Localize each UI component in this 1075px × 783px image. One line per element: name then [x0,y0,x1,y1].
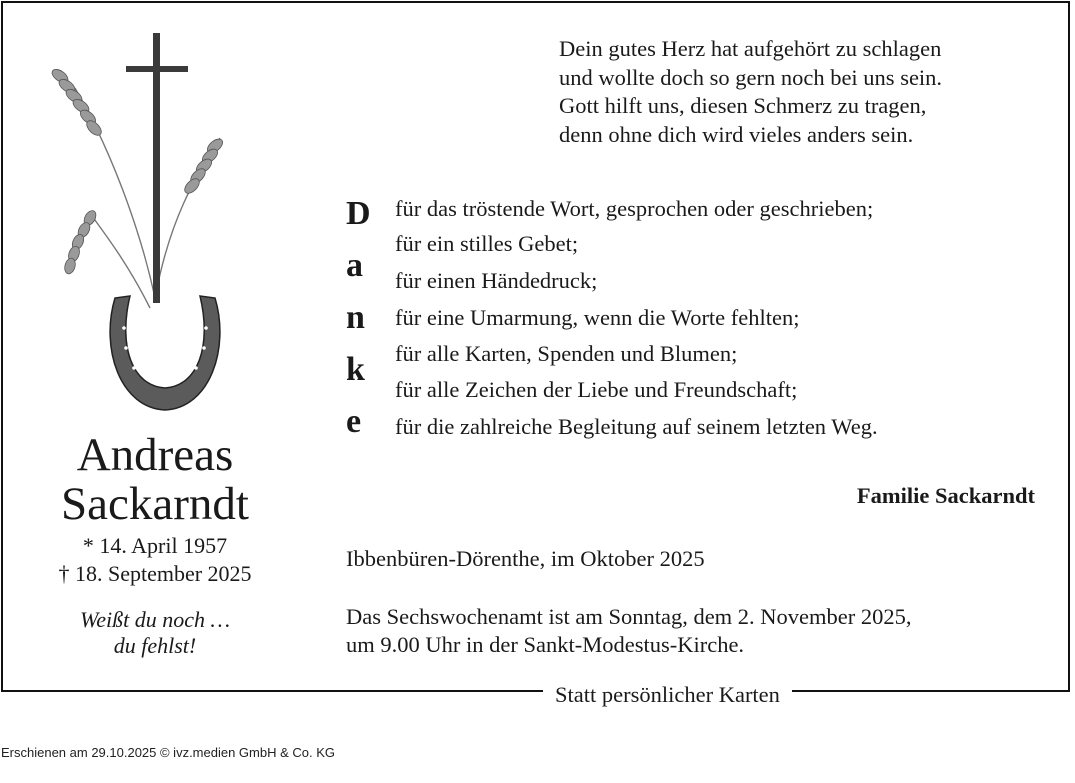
danke-letter: D [346,195,371,232]
danke-letter: e [346,403,362,440]
thanks-line: für einen Händedruck; [395,268,598,293]
danke-letter: a [346,247,363,284]
notice-line: um 9.00 Uhr in der Sankt-Modestus-Kirche. [346,632,745,657]
danke-letter: n [346,299,365,336]
deceased-first-name: Andreas [76,429,234,481]
thanks-line: für alle Zeichen der Liebe und Freundschaft; [395,377,798,402]
poem-line: denn ohne dich wird vieles anders sein. [559,121,914,147]
service-notice [346,603,912,659]
horseshoe-icon [110,296,220,410]
quote-line-2: du fehlst! [113,633,197,658]
thanks-line: für eine Umarmung, wenn die Worte fehlten; [395,305,800,330]
poem-line: Dein gutes Herz hat aufgehört zu schlagen [559,36,942,61]
place-date: Ibbenbüren-Dörenthe, im Oktober 2025 [346,546,705,571]
thanks-line: für alle Karten, Spenden und Blumen; [395,341,738,366]
deceased-last-name: Sackarndt [61,478,249,530]
thanks-line: für das tröstende Wort, gesprochen oder geschrieben; [395,196,874,221]
poem [559,35,942,149]
poem-line: Gott hilft uns, diesen Schmerz zu tragen, [559,93,927,118]
thanks-line: für die zahlreiche Begleitung auf seinem letzten Weg. [395,414,878,439]
danke-letter: k [346,351,365,388]
cross-icon [126,33,188,303]
memorial-artwork [20,28,250,423]
thanks-line: für ein stilles Gebet; [395,231,579,256]
quote-line-1: Weißt du noch … [79,607,231,632]
publication-footer: Erschienen am 29.10.2025 © ivz.medien GmbH & Co. KG [1,745,336,760]
wheat-ear-icon [50,67,225,308]
birth-date: * 14. April 1957 [82,533,228,558]
death-date: † 18. September 2025 [58,561,252,586]
bottom-label: Statt persönlicher Karten [543,681,792,709]
poem-line: und wollte doch so gern noch bei uns sein. [559,64,943,90]
notice-line: Das Sechswochenamt ist am Sonntag, dem 2. November 2025, [346,604,912,629]
family-signature: Familie Sackarndt [856,483,1035,508]
